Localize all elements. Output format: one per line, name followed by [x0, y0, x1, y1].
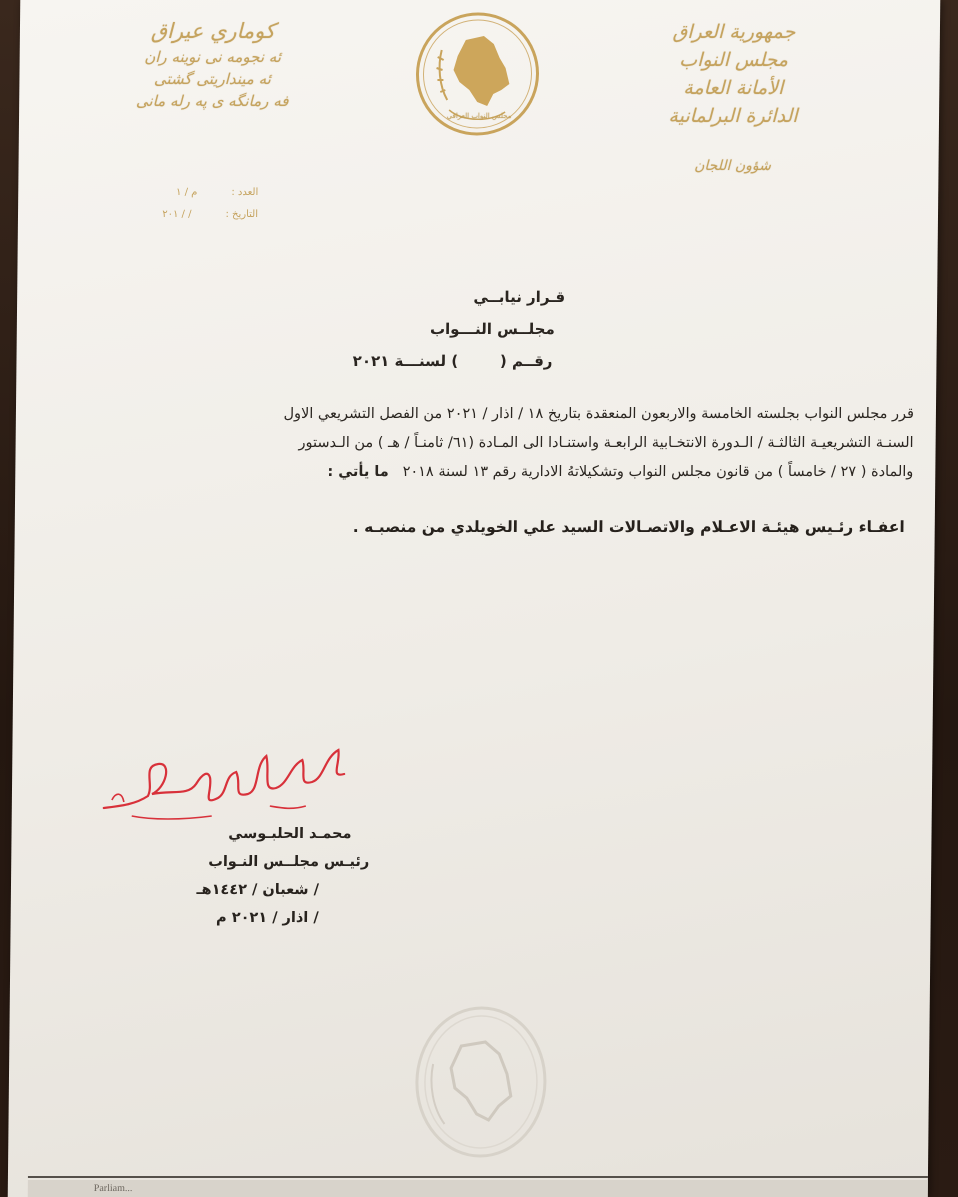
reference-date-value: / / ٢٠١	[162, 209, 192, 220]
body-line3	[191, 458, 913, 487]
signatory-gregorian-date: / اذار / ٢٠٢١ م	[216, 910, 319, 926]
letter-paper	[8, 0, 941, 1197]
footer-rule	[28, 1176, 928, 1178]
reference-block	[78, 182, 258, 226]
signatory-block	[121, 820, 372, 932]
footer-text: Parliam...	[93, 1183, 133, 1194]
department-label: شؤون اللجان	[694, 158, 772, 174]
footer-strip	[28, 1180, 928, 1197]
signatory-name: محمـد الحلبـوسي	[228, 826, 352, 842]
letterhead-left-line2: ئه نجومه نى نوينه ران	[144, 48, 282, 66]
title-line3: رقــم ( ) لسنـــة ٢٠٢١	[352, 352, 553, 370]
signatory-hijri-date: / شعبان / ١٤٤٢هـ	[196, 882, 320, 898]
embossed-seal-icon	[410, 1004, 552, 1160]
letterhead-left-line3: ئه مينداريتى گشتى	[153, 70, 271, 88]
signatory-position: رئيـس مجلــس النـواب	[208, 854, 370, 870]
decision-body	[191, 400, 914, 487]
body-line3-text: والمادة ( ٢٧ / خامساً ) من قانون مجلس النواب وتشكيلاتهُ الادارية رقم ١٣ لسنة ٢٠١٨	[402, 464, 914, 480]
decision-statement: اعفـاء رئـيس هيئـة الاعـلام والاتصـالات السيد علي الخويلدي من منصبـه .	[352, 518, 905, 536]
letterhead-left-line4: فه رمانگه ى په رله مانى	[135, 92, 289, 110]
reference-date	[78, 204, 258, 226]
letterhead-left	[107, 16, 318, 112]
letterhead-right-line3: الأمانة العامة	[683, 77, 784, 99]
title-line1: قـرار نيابــي	[473, 288, 566, 306]
emblem-caption: مجلس النواب العراقي	[446, 112, 512, 120]
letterhead-left-line1: كوماري عيراق	[150, 19, 276, 43]
letterhead-right-line4: الدائرة البرلمانية	[668, 105, 798, 127]
body-line3-suffix: ما يأتي :	[327, 464, 389, 480]
letterhead-right-line1: جمهورية العراق	[672, 21, 796, 43]
letterhead-right-line2: مجلس النواب	[679, 49, 789, 71]
reference-number	[78, 182, 258, 204]
letterhead-right	[622, 18, 844, 176]
body-line1: قرر مجلس النواب بجلسته الخامسة والاربعون المنعقدة بتاريخ ١٨ / اذار / ٢٠٢١ من الفصل التشريعي الاول	[283, 406, 915, 422]
body-line2: السنـة التشريعيـة الثالثـة / الـدورة الانتخـابية الرابعـة واستنـادا الى المـادة (٦١/ ثامنـاً / هـ ) من الـدستور	[298, 435, 914, 451]
reference-date-label: التاريخ :	[225, 209, 259, 220]
reference-number-value: م / ١	[175, 187, 198, 198]
reference-number-label: العدد :	[231, 187, 259, 198]
title-line2: مجلــس النـــواب	[429, 320, 555, 338]
